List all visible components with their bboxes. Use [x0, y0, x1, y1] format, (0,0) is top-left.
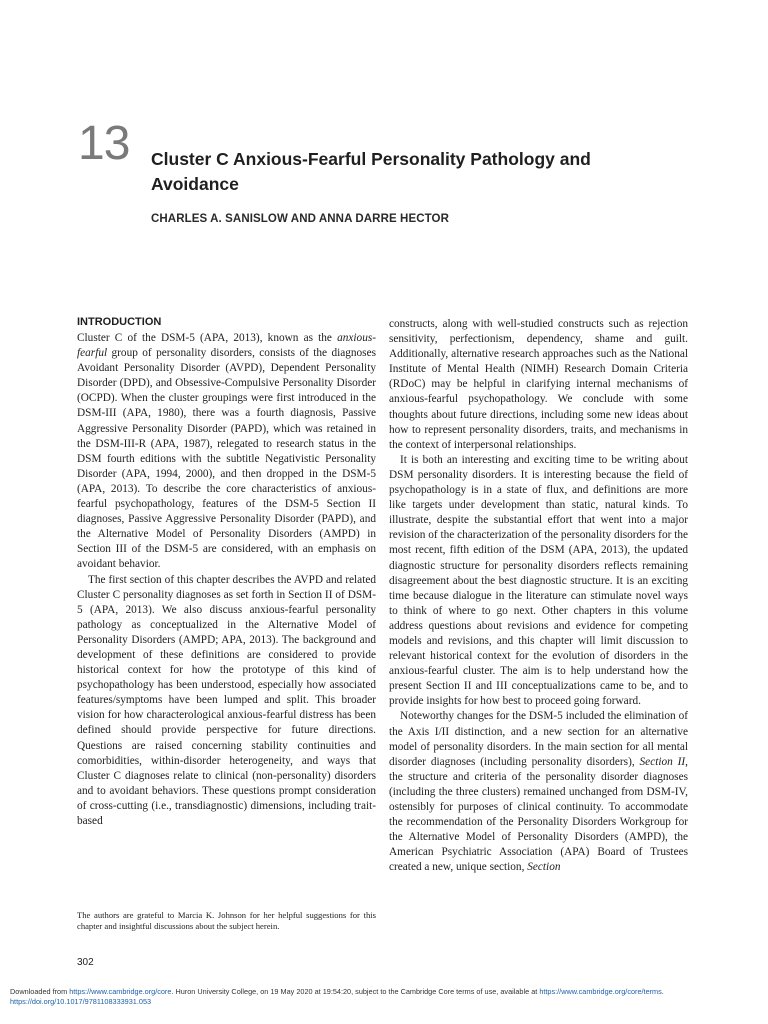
page-number: 302 — [77, 957, 94, 968]
chapter-authors: CHARLES A. SANISLOW AND ANNA DARRE HECTOR — [151, 213, 449, 225]
right-paragraph-2: It is both an interesting and exciting time to be writing about DSM personality disorders. It is interesting because the field of psychopathology is in a state of flux, and definitions are more like targets under development than static, natural kinds. To illustrate, despite the substantial effort that went into a major revision of the characterization of the personality disorders for the most recent, fifth edition of the DSM (APA, 2013), the updated diagnostic structure for personality disorders reflects remaining disagreement about the best diagnostic structure. It is an exciting time because dialogue in the literature can stimulate novel ways to think of where to go next. Other chapters in this volume address questions about revisions and evidence for competing models and revisions, and this chapter will limit discussion to relevant historical context for the evolution of disorders in the anxious-fearful cluster. The aim is to help understand how the present Section II and III conceptualizations came to be, and to provide insights for how best to proceed going forward. — [389, 453, 688, 708]
acknowledgment-footnote: The authors are grateful to Marcia K. Johnson for her helpful suggestions for this chapter and insightful discussions about the subject herein. — [77, 910, 376, 932]
section-heading-introduction: INTRODUCTION — [77, 316, 162, 328]
chapter-title: Cluster C Anxious-Fearful Personality Pathology and Avoidance — [151, 149, 591, 194]
intro-paragraph-2: The first section of this chapter describes the AVPD and related Cluster C personality diagnoses as set forth in Section II of DSM-5 (APA, 2013). We also discuss anxious-fearful personality pathology as conceptualized in the Alternative Model of Personality Disorders (AMPD; APA, 2013). The background and development of these definitions are considered to provide historical context for how the prototype of this kind of psychopathology has been understood, especially how associated features/symptoms have been lumped and split. This broader vision for how characterological anxious-fearful distress has been defined should provide perspective for future directions. Questions are raised concerning stability continuities and comorbidities, within-disorder heterogeneity, and ways that Cluster C diagnoses relate to clinical (non-personality) disorders and to avoidant behaviors. These questions prompt consideration of cross-cutting (i.e., transdiagnostic) dimensions, including trait-based — [77, 573, 376, 827]
right-paragraph-1: constructs, along with well-studied constructs such as rejection sensitivity, perfectionism, dependency, shame and guilt. Additionally, alternative research approaches such as the National Institute of Mental Health (NIMH) Research Domain Criteria (RDoC) may be helpful in clarifying internal mechanisms of anxious-fearful psychopathology. We conclude with some thoughts about future directions, including some new ideas about how to represent personality disorders, traits, and mechanisms in the context of interpersonal relationships. — [389, 318, 688, 451]
chapter-number: 13 — [78, 117, 130, 170]
cambridge-core-link[interactable]: https://www.cambridge.org/core — [69, 987, 172, 996]
doi-link[interactable]: https://doi.org/10.1017/9781108333931.053 — [10, 997, 152, 1006]
right-paragraph-3: Noteworthy changes for the DSM-5 included the elimination of the Axis I/II distinction, and a new section for an alternative model of personality disorders. In the main section for all mental disorder diagnoses (including personality disorders), Section II, the structure and criteria of the personality disorder diagnoses (including the three clusters) remained unchanged from DSM-IV, ostensibly for purposes of clinical continuity. To accommodate the recommendation of the Personality Disorders Workgroup for the Alternative Model of Personality Disorders (AMPD), the American Psychiatric Association (APA) Board of Trustees created a new, unique section, Section — [389, 710, 688, 874]
terms-link[interactable]: https://www.cambridge.org/core/terms — [539, 987, 662, 996]
right-column — [389, 317, 688, 875]
download-notice: Downloaded from https://www.cambridge.org/core. Huron University College, on 19 May 2020 at 19:54:20, subject to the Cambridge Core terms of use, available at https://www.cambridge.org/core/terms. https://doi.org/10.1017/9781108333931.053 — [10, 987, 664, 1006]
left-column — [77, 315, 376, 829]
intro-paragraph-1: Cluster C of the DSM-5 (APA, 2013), known as the anxious-fearful group of personality disorders, consists of the diagnoses Avoidant Personality Disorder (AVPD), Dependent Personality Disorder (DPD), and Obsessive-Compulsive Personality Disorder (OCPD). When the cluster groupings were first introduced in the DSM-III (APA, 1980), there was a fourth diagnosis, Passive Aggressive Personality Disorder (PAPD), which was retained in the DSM-III-R (APA, 1987), relegated to research status in the DSM fourth editions with the subtitle Negativistic Personality Disorder (APA, 1994, 2000), and then dropped in the DSM-5 (APA, 2013). To describe the core characteristics of anxious-fearful psychopathology, features of the DSM-5 Section II diagnoses, Passive Aggressive Personality Disorder (PAPD), and the Alternative Model of Personality Disorders (AMPD) in Section III of the DSM-5 are considered, with an emphasis on avoidant behavior. — [77, 332, 376, 571]
